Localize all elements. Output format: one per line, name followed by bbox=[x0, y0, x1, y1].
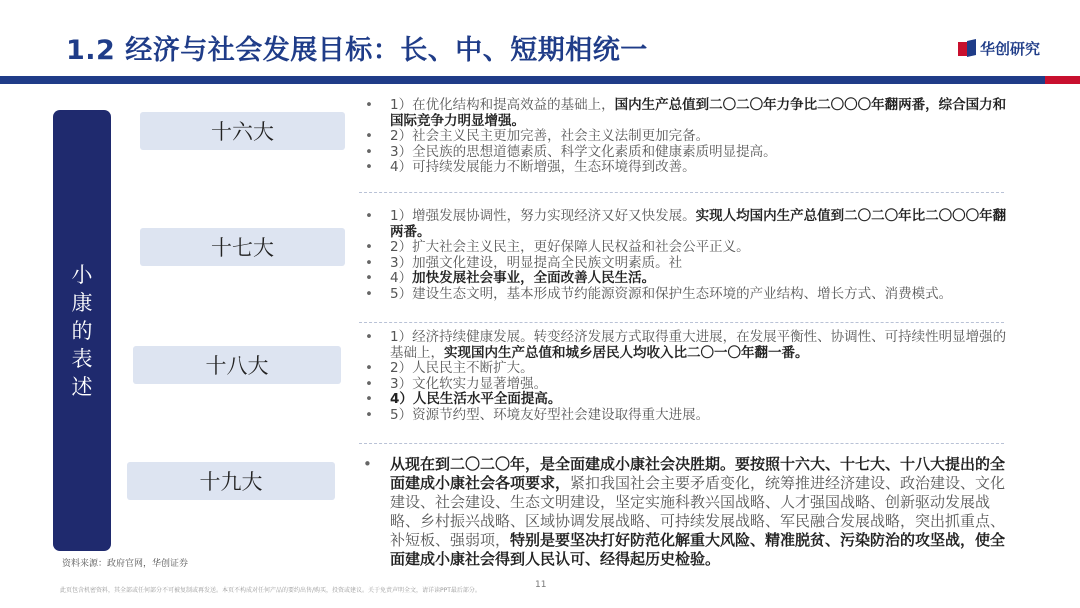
level-label-16: 十六大 bbox=[140, 112, 345, 150]
section-divider bbox=[359, 192, 1004, 193]
list-item: • 3）全民族的思想道德素质、科学文化素质和健康素质明显提高。 bbox=[365, 143, 777, 160]
side-tab-char: 述 bbox=[71, 374, 93, 399]
side-tab-char: 的 bbox=[71, 318, 93, 343]
disclaimer: 此页包含机密资料，其全部或任何部分不可被复制或再发送。本页不构成对任何产品的要约出售/购买，投资或建议。关于免责声明全文，请详读PPT最后部分。 bbox=[60, 587, 481, 594]
list-item: • 2）人民民主不断扩大。 bbox=[365, 360, 534, 376]
list-item: • 1）经济持续健康发展。转变经济发展方式取得重大进展，在发展平衡性、协调性、可持续性明显增强的基础上，实现国内生产总值和城乡居民人均收入比二〇一〇年翻一番。 bbox=[365, 329, 1007, 361]
list-item: • 3）加强文化建设，明显提高全民族文明素质。社 bbox=[365, 254, 683, 271]
level-label-17: 十七大 bbox=[140, 228, 345, 266]
side-tab-char: 小 bbox=[71, 262, 93, 287]
level-label-19: 十九大 bbox=[127, 462, 335, 500]
bullet-list-18 bbox=[365, 330, 1010, 423]
page-title: 1.2 经济与社会发展目标：长、中、短期相统一 bbox=[66, 35, 648, 66]
side-tab-char: 表 bbox=[71, 346, 93, 371]
list-item: • 1）在优化结构和提高效益的基础上，国内生产总值到二〇二〇年力争比二〇〇〇年翻两番，综合国力和国际竞争力明显增强。 bbox=[365, 97, 1007, 129]
list-item: • 4）加快发展社会事业，全面改善人民生活。 bbox=[365, 270, 656, 286]
list-item: • 1）增强发展协调性，努力实现经济又好又快发展。实现人均国内生产总值到二〇二〇年比二〇〇〇年翻两番。 bbox=[365, 208, 1007, 240]
list-item: • 5）资源节约型、环境友好型社会建设取得重大进展。 bbox=[365, 406, 710, 423]
list-item: • 5）建设生态文明，基本形成节约能源资源和保护生态环境的产业结构、增长方式、消费模式。 bbox=[365, 285, 953, 302]
logo-text: 华创研究 bbox=[980, 40, 1041, 58]
list-item: • 3）文化软实力显著增强。 bbox=[365, 375, 548, 392]
paragraph-19: • 从现在到二〇二〇年，是全面建成小康社会决胜期。要按照十六大、十七大、十八大提出的全面建成小康社会各项要求，紧扣我国社会主要矛盾变化，统筹推进经济建设、政治建设、文化建设、社会建设、生态文明建设，坚定实施科教兴国战略、人才强国战略、创新驱动发展战略、乡村振兴战略、区域协调发展战略、可持续发展战略、军民融合发展战略，突出抓重点、补短板、强弱项，特别是要坚决打好防范化解重大风险、精准脱贫、污染防治的攻坚战，使全面建成小康社会得到人民认可、经得起历史检验。 bbox=[363, 455, 1006, 568]
list-item: • 2）扩大社会主义民主，更好保障人民权益和社会公平正义。 bbox=[365, 239, 750, 255]
list-item: • 4）可持续发展能力不断增强，生态环境得到改善。 bbox=[365, 159, 696, 175]
logo-mark-icon bbox=[958, 40, 976, 58]
source-note: 资料来源：政府官网，华创证券 bbox=[62, 559, 189, 569]
side-tab-char: 康 bbox=[71, 290, 93, 315]
side-tab-xiaokang bbox=[53, 110, 111, 551]
bullet-list-16 bbox=[365, 98, 1010, 176]
bullet-list-17 bbox=[365, 209, 1010, 302]
brand-logo bbox=[958, 38, 1040, 59]
header-divider bbox=[0, 76, 1080, 84]
page-number: 11 bbox=[535, 580, 547, 590]
list-item: • 2）社会主义民主更加完善，社会主义法制更加完备。 bbox=[365, 128, 710, 144]
section-divider bbox=[359, 443, 1004, 444]
level-label-18: 十八大 bbox=[133, 346, 341, 384]
section-divider bbox=[359, 322, 1004, 323]
list-item: • 4）人民生活水平全面提高。 bbox=[365, 391, 562, 407]
header-divider-accent bbox=[1045, 76, 1080, 84]
